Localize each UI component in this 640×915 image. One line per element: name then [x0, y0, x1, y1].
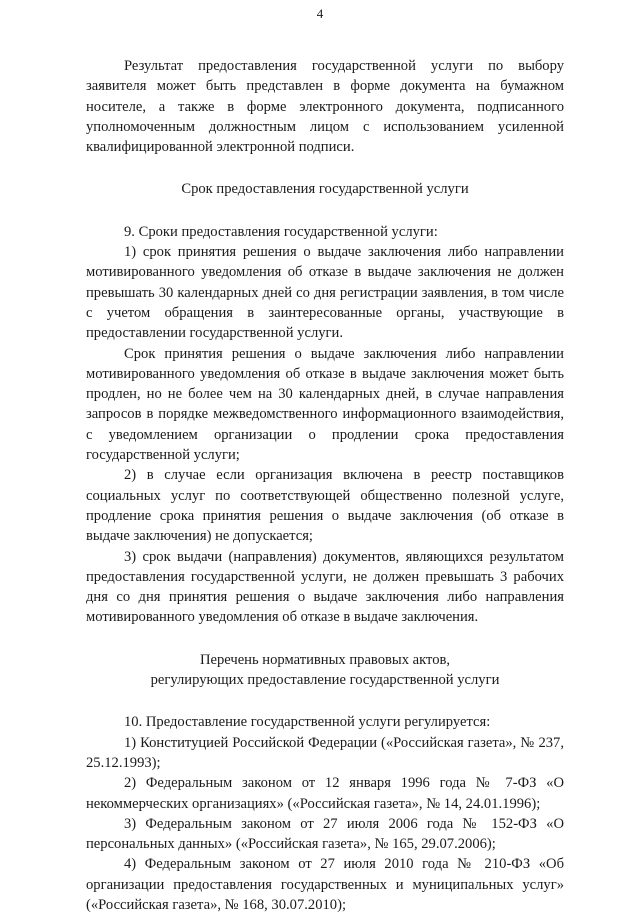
paragraph-act-4: 4) Федеральным законом от 27 июля 2010 года № 210-ФЗ «Об организации предоставления государственных и муниципальных услуг» («Российская газета», № 168, 30.07.2010); — [86, 856, 564, 913]
paragraph-term-extension: Срок принятия решения о выдаче заключения либо направлении мотивированного уведомления об отказе в выдаче заключения может быть продлен, но не более чем на 30 календарных дней, в случае направления запросов в порядке межведомственного информационного взаимодействия, с уведомлением организации о продлении срока предоставления государственной услуги; — [86, 345, 564, 464]
paragraph-item-9: 9. Сроки предоставления государственной услуги: — [124, 223, 438, 240]
paragraph-act-1: 1) Конституцией Российской Федерации («Российская газета», № 237, 25.12.1993); — [86, 734, 564, 771]
document-body — [86, 56, 564, 915]
paragraph-result-form: Результат предоставления государственной услуги по выбору заявителя может быть представлен в форме документа на бумажном носителе, а также в форме электронного документа, подписанного уполномоченным должностным лицом с использованием усиленной квалифицированной электронной подписи. — [86, 58, 564, 156]
paragraph-item-10: 10. Предоставление государственной услуги регулируется: — [124, 714, 491, 731]
paragraph-term-1: 1) срок принятия решения о выдаче заключения либо направлении мотивированного уведомления об отказе в выдаче заключения не должен превышать 30 календарных дней со дня регистрации заявления, в том числе с учетом обращения в заинтересованные органы, участвующие в предоставлении государственной услуги. — [86, 244, 564, 342]
paragraph-term-3: 3) срок выдачи (направления) документов, являющихся результатом предоставления государственной услуги, не должен превышать 3 рабочих дня со дня принятия решения о выдаче заключения либо направления мотивированного уведомления об отказе в выдаче заключения. — [86, 548, 564, 626]
paragraph-term-2: 2) в случае если организация включена в реестр поставщиков социальных услуг по соответствующей общественно полезной услуге, продление срока принятия решения о выдаче заключения (об отказе в выдаче заключения) не допускается; — [86, 467, 564, 545]
section-heading-legal-acts: Перечень нормативных правовых актов, регулирующих предоставление государственной услуги — [150, 651, 500, 689]
section-heading-term: Срок предоставления государственной услуги — [181, 181, 469, 198]
paragraph-act-3: 3) Федеральным законом от 27 июля 2006 года № 152-ФЗ «О персональных данных» («Российская газета», № 165, 29.07.2006); — [86, 815, 564, 853]
page-number: 4 — [316, 6, 324, 21]
paragraph-act-2: 2) Федеральным законом от 12 января 1996 года № 7-ФЗ «О некоммерческих организациях» («Российская газета», № 14, 24.01.1996); — [86, 775, 564, 812]
